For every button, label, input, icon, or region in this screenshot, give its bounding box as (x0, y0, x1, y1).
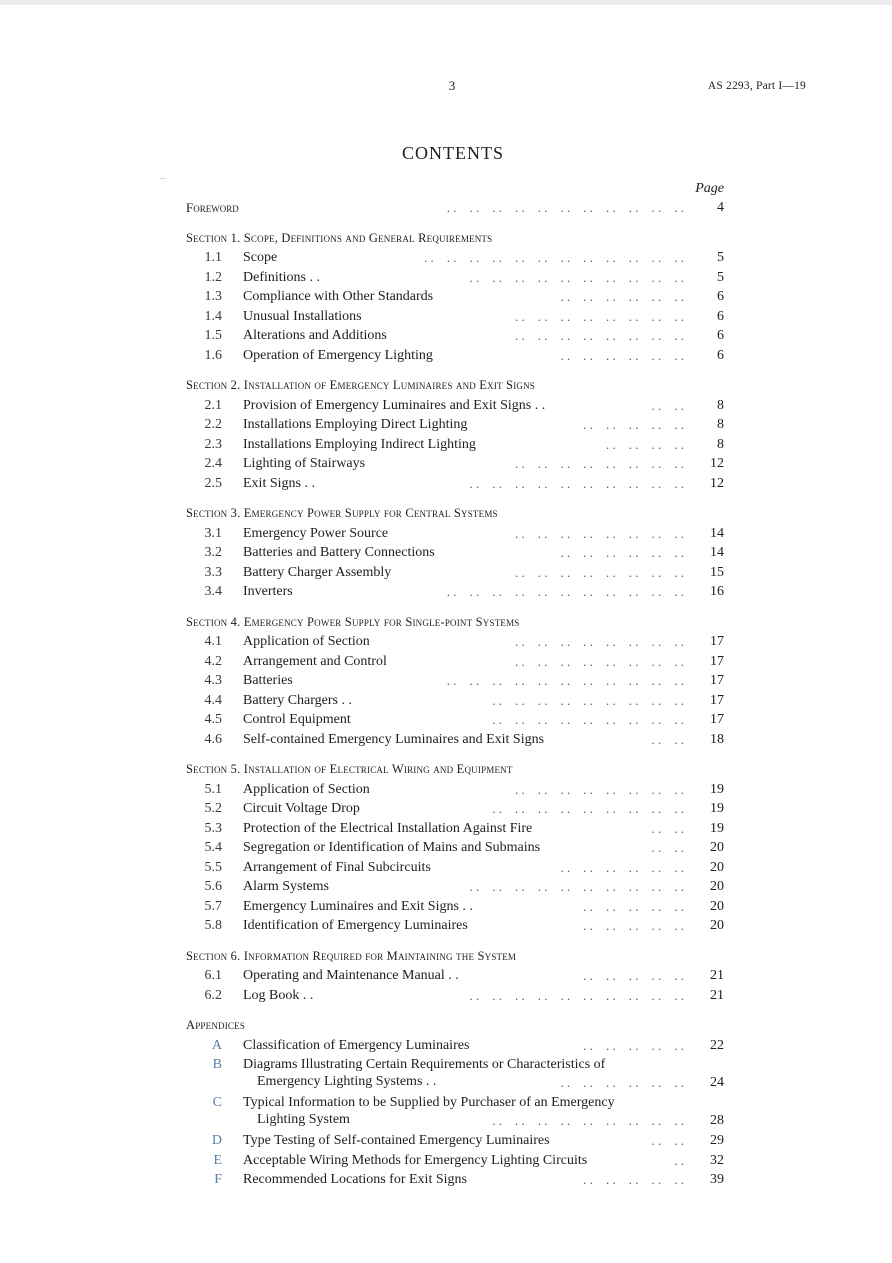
clause-number: 4.3 (204, 673, 222, 688)
clause-number: 4.6 (204, 731, 222, 747)
appendix-entry[interactable] (0, 1151, 892, 1171)
entry-title: Arrangement and Control (243, 653, 387, 669)
toc-entry[interactable] (0, 986, 892, 1006)
entry-title: Acceptable Wiring Methods for Emergency Lighting Circuits (243, 1152, 588, 1168)
entry-page-number: 17 (710, 692, 724, 708)
dot-leader: . . . . . . . . . . . . . . . . . . . . . . (446, 200, 684, 215)
entry-page-number: 21 (710, 987, 724, 1003)
entry-title-line1: Diagrams Illustrating Certain Requirements or Characteristics of (243, 1057, 606, 1072)
clause-number: 2.1 (204, 397, 222, 413)
entry-title: Battery Chargers . . (243, 692, 352, 708)
dot-leader: . . . . . . . . . . . . . . . . . . (492, 692, 684, 708)
dot-leader: . . . . . . . . . . (583, 918, 684, 933)
entry-page-number: 17 (710, 653, 724, 669)
entry-title: Inverters (243, 584, 293, 599)
clause-number: 4.1 (204, 634, 222, 649)
toc-entry[interactable] (0, 819, 892, 839)
dot-leader: . . . . . . . . . . . . . . . . . . . . (469, 879, 684, 894)
entry-page-number: 17 (710, 673, 724, 688)
section-heading: Section 5. Installation of Electrical Wiring and Equipment (186, 762, 513, 776)
section-heading-row (0, 1016, 892, 1036)
dot-leader: . . . . . . . . . . . . . . . . . . . . . . . . (424, 250, 684, 265)
toc-entry[interactable] (0, 652, 892, 672)
section-heading: Appendices (186, 1018, 246, 1032)
entry-page-number: 16 (710, 584, 724, 599)
clause-number: 2.3 (204, 436, 222, 452)
entry-title: Exit Signs . . (243, 475, 315, 491)
toc-entry[interactable] (0, 396, 892, 416)
dot-leader: . . . . . . . . . . . . (560, 859, 684, 875)
entry-page-number: 20 (710, 918, 724, 933)
entry-title: Operation of Emergency Lighting (243, 347, 433, 363)
toc-entry[interactable] (0, 858, 892, 878)
toc-entry[interactable] (0, 780, 892, 800)
toc-entry[interactable] (0, 632, 892, 652)
dot-leader: . . . . . . . . . . (583, 1172, 684, 1187)
entry-title: Scope (243, 250, 278, 265)
entry-page-number: 17 (710, 634, 724, 649)
toc-entry[interactable] (0, 307, 892, 327)
entry-page-number: 5 (717, 250, 724, 265)
entry-page-number: 20 (710, 859, 724, 875)
entry-title: Batteries and Battery Connections (243, 545, 435, 560)
entry-title-line2: Emergency Lighting Systems . . (257, 1074, 437, 1089)
entry-page-number: 20 (710, 898, 724, 914)
entry-title: Classification of Emergency Luminaires (243, 1037, 470, 1053)
table-of-contents (0, 198, 892, 1190)
clause-number: 1.3 (204, 289, 222, 304)
dot-leader: . . . . . . . . . . . . . . . . (515, 308, 684, 324)
section-heading-row (0, 947, 892, 967)
entry-page-number: 8 (717, 436, 724, 452)
toc-entry[interactable] (0, 268, 892, 288)
entry-page-number: 5 (717, 269, 724, 285)
entry-page-number: 14 (710, 545, 724, 560)
clause-number: 6.1 (204, 968, 222, 983)
entry-page-number: 39 (710, 1172, 724, 1187)
dot-leader: . . . . . . . . . . . . (560, 347, 684, 363)
appendix-entry[interactable] (0, 1170, 892, 1190)
entry-page-number: 12 (710, 456, 724, 471)
dot-leader: . . . . . . . . . . . . . . . . (515, 328, 684, 343)
toc-entry[interactable] (0, 916, 892, 936)
clause-number: 5.2 (204, 801, 222, 816)
appendix-entry[interactable] (0, 1093, 892, 1131)
scan-top-edge (0, 0, 892, 5)
entry-page-number: 17 (710, 712, 724, 727)
entry-page-number: 8 (717, 417, 724, 432)
entry-page-number: 22 (710, 1037, 724, 1053)
dot-leader: . . . . . . . . . . . . . . . . (515, 525, 684, 541)
toc-entry[interactable] (0, 671, 892, 691)
appendix-entry[interactable] (0, 1055, 892, 1093)
dot-leader: . . . . . . . . . . . . (560, 289, 684, 304)
scan-mark (160, 178, 166, 179)
clause-number: 2.5 (204, 475, 222, 491)
dot-leader: . . . . (651, 397, 684, 413)
entry-title: Alarm Systems (243, 879, 329, 894)
entry-page-number: 21 (710, 968, 724, 983)
clause-number: 3.4 (204, 584, 222, 599)
entry-page-number: 20 (710, 879, 724, 894)
entry-page-number: 12 (710, 475, 724, 491)
toc-entry[interactable] (0, 799, 892, 819)
entry-title-line1: Typical Information to be Supplied by Purchaser of an Emergency (243, 1095, 615, 1110)
dot-leader: . . . . . . . . . . (583, 417, 684, 432)
clause-number: 5.7 (204, 898, 222, 914)
entry-page-number: 32 (710, 1152, 724, 1168)
appendix-entry[interactable] (0, 1131, 892, 1151)
section-heading-row (0, 229, 892, 249)
toc-entry[interactable] (0, 543, 892, 563)
appendix-letter: F (214, 1172, 222, 1187)
toc-entry[interactable] (0, 897, 892, 917)
entry-title: Self-contained Emergency Luminaires and Exit Signs (243, 731, 545, 747)
entry-page-number: 6 (717, 308, 724, 324)
entry-page-number: 14 (710, 525, 724, 541)
entry-title: Operating and Maintenance Manual . . (243, 968, 459, 983)
document-reference: AS 2293, Part I—19 (707, 80, 806, 92)
toc-entry[interactable] (0, 326, 892, 346)
dot-leader: . . . . . . . . . . . . . . . . (515, 653, 684, 669)
entry-page-number: 6 (717, 347, 724, 363)
entry-page-number: 19 (710, 781, 724, 797)
foreword-label: Foreword (186, 200, 239, 215)
page-column-label: Page (695, 181, 724, 196)
dot-leader: . . . . . . . . . . . . . . . . (515, 634, 684, 649)
clause-number: 1.4 (204, 308, 222, 324)
clause-number: 4.2 (204, 653, 222, 669)
clause-number: 5.4 (204, 840, 222, 855)
entry-title: Emergency Luminaires and Exit Signs . . (243, 898, 473, 914)
toc-entry[interactable] (0, 730, 892, 750)
dot-leader: . . . . (651, 731, 684, 747)
toc-entry[interactable] (0, 435, 892, 455)
dot-leader: . . . . . . . . . . . . (560, 1075, 684, 1090)
dot-leader: . . . . . . . . . . . . . . . . (515, 564, 684, 580)
toc-entry[interactable] (0, 454, 892, 474)
section-heading-row (0, 504, 892, 524)
clause-number: 5.1 (204, 781, 222, 797)
entry-title: Emergency Power Source (243, 525, 389, 541)
clause-number: 3.3 (204, 564, 222, 580)
entry-page-number: 29 (710, 1133, 724, 1148)
entry-title: Definitions . . (243, 269, 320, 285)
clause-number: 1.2 (204, 269, 222, 285)
dot-leader: . . . . . . . . . . (583, 898, 684, 914)
clause-number: 4.4 (204, 692, 222, 708)
entry-title: Application of Section (243, 634, 370, 649)
entry-title: Installations Employing Direct Lighting (243, 417, 468, 432)
entry-title: Lighting of Stairways (243, 456, 366, 471)
clause-number: 4.5 (204, 712, 222, 727)
dot-leader: . . . . . . . . . . . . . . . . . . . . (469, 987, 684, 1003)
page-title: CONTENTS (402, 143, 504, 163)
toc-entry[interactable] (0, 248, 892, 268)
entry-title: Application of Section (243, 781, 370, 797)
appendix-letter: A (211, 1037, 222, 1053)
dot-leader: . . . . . . . . . . . . . . . . . . (492, 1113, 684, 1128)
clause-number: 1.5 (204, 328, 222, 343)
entry-title: Identification of Emergency Luminaires (243, 918, 468, 933)
entry-title: Segregation or Identification of Mains and Submains (243, 840, 541, 855)
toc-entry[interactable] (0, 691, 892, 711)
clause-number: 1.1 (204, 250, 222, 265)
clause-number: 2.2 (204, 417, 222, 432)
entry-page-number: 28 (710, 1113, 724, 1128)
entry-title: Batteries (243, 673, 293, 688)
toc-entry[interactable] (0, 582, 892, 602)
toc-entry[interactable] (0, 524, 892, 544)
page-number: 3 (448, 78, 456, 93)
dot-leader: . . . . . . . . . . . . . . . . . . . . (469, 269, 684, 285)
section-heading: Section 4. Emergency Power Supply for Single-point Systems (186, 614, 520, 629)
dot-leader: . . . . . . . . . . . . . . . . . . (492, 801, 684, 816)
dot-leader: . . . . . . . . . . . . . . . . . . . . . . (446, 673, 684, 688)
entry-title: Log Book . . (243, 987, 314, 1003)
section-heading: Section 1. Scope, Definitions and General Requirements (186, 230, 493, 245)
dot-leader: . . . . . . . . . . . . . . . . . . . . . . (446, 584, 684, 599)
appendix-letter: B (212, 1057, 222, 1072)
dot-leader: . . . . . . . . . . (583, 968, 684, 983)
dot-leader: . . . . . . . . . . . . . . . . . . (492, 712, 684, 727)
dot-leader: . . . . (651, 840, 684, 855)
appendix-letter: C (212, 1095, 222, 1110)
toc-entry[interactable] (0, 710, 892, 730)
toc-entry[interactable] (0, 474, 892, 494)
entry-title: Protection of the Electrical Installation Against Fire (243, 820, 533, 836)
dot-leader: . . . . . . . . . . . . . . . . (515, 781, 684, 797)
dot-leader: . . . . . . . . . . . . (560, 545, 684, 560)
toc-entry[interactable] (0, 877, 892, 897)
entry-page-number: 19 (710, 820, 724, 836)
entry-page-number: 18 (710, 731, 724, 747)
clause-number: 3.2 (204, 545, 222, 560)
toc-entry[interactable] (0, 287, 892, 307)
section-heading: Section 3. Emergency Power Supply for Central Systems (186, 506, 498, 520)
clause-number: 5.6 (204, 879, 222, 894)
section-heading: Section 2. Installation of Emergency Luminaires and Exit Signs (186, 378, 536, 392)
clause-number: 2.4 (204, 456, 222, 471)
entry-title: Battery Charger Assembly (243, 564, 392, 580)
entry-page-number: 6 (717, 289, 724, 304)
entry-title: Control Equipment (243, 712, 351, 727)
toc-entry[interactable] (0, 346, 892, 366)
entry-page-number: 6 (717, 328, 724, 343)
dot-leader: . . . . . . . . . . (583, 1037, 684, 1053)
entry-title: Provision of Emergency Luminaires and Exit Signs . . (243, 397, 546, 413)
entry-title: Alterations and Additions (243, 328, 387, 343)
entry-title: Compliance with Other Standards (243, 289, 434, 304)
dot-leader: . . . . (651, 820, 684, 836)
entry-title: Type Testing of Self-contained Emergency Luminaires (243, 1133, 550, 1148)
entry-title: Installations Employing Indirect Lighting (243, 436, 476, 452)
clause-number: 5.3 (204, 820, 222, 836)
entry-page-number: 20 (710, 840, 724, 855)
entry-title: Circuit Voltage Drop (243, 801, 360, 816)
entry-page-number: 15 (710, 564, 724, 580)
appendix-letter: D (211, 1133, 222, 1148)
entry-page-number: 19 (710, 801, 724, 816)
toc-entry-foreword[interactable] (0, 198, 892, 218)
entry-page-number: 8 (717, 397, 724, 413)
dot-leader: . . . . (651, 1133, 684, 1148)
toc-entry[interactable] (0, 838, 892, 858)
clause-number: 3.1 (204, 525, 222, 541)
toc-entry[interactable] (0, 415, 892, 435)
dot-leader: . . . . . . . . . . . . . . . . . . . . (469, 475, 684, 491)
section-heading: Section 6. Information Required for Maintaining the System (186, 948, 517, 963)
dot-leader: . . . . . . . . (606, 436, 684, 452)
entry-title-line2: Lighting System (257, 1112, 350, 1127)
entry-title: Recommended Locations for Exit Signs (243, 1172, 467, 1187)
section-heading-row (0, 760, 892, 780)
entry-title: Unusual Installations (243, 308, 362, 324)
dot-leader: . . . . . . . . . . . . . . . . (515, 456, 684, 471)
foreword-page: 4 (717, 200, 724, 215)
clause-number: 5.8 (204, 918, 222, 933)
entry-page-number: 24 (710, 1075, 724, 1090)
clause-number: 1.6 (204, 347, 222, 363)
toc-entry[interactable] (0, 966, 892, 986)
section-heading-row (0, 376, 892, 396)
appendix-letter: E (213, 1152, 222, 1168)
appendix-entry[interactable] (0, 1036, 892, 1056)
toc-entry[interactable] (0, 563, 892, 583)
clause-number: 6.2 (204, 987, 222, 1003)
entry-title: Arrangement of Final Subcircuits (243, 859, 431, 875)
dot-leader: . . (674, 1152, 684, 1168)
clause-number: 5.5 (204, 859, 222, 875)
section-heading-row (0, 613, 892, 633)
